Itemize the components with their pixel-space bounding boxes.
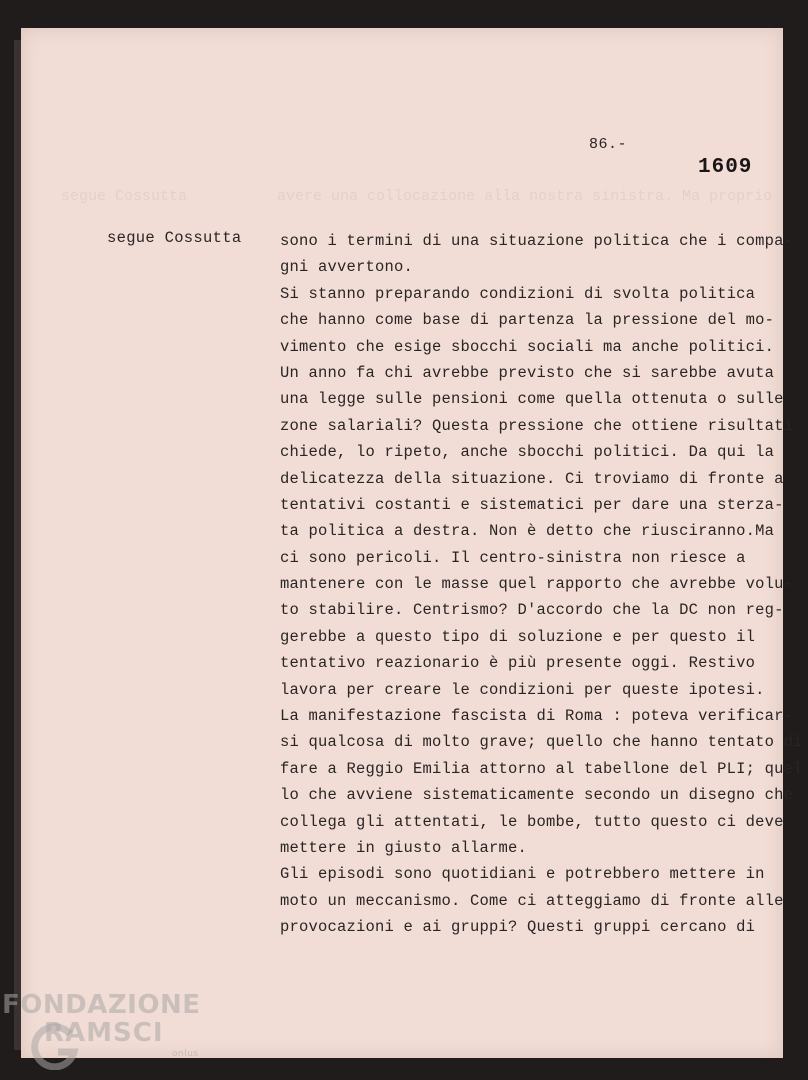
body-line: Gli episodi sono quotidiani e potrebbero mettere in — [280, 865, 765, 884]
body-line: lo che avviene sistematicamente secondo un disegno che — [280, 786, 794, 805]
body-line: ta politica a destra. Non è detto che riusciranno.Ma — [280, 522, 775, 541]
document-page — [21, 28, 803, 1058]
body-line: gerebbe a questo tipo di soluzione e per questo il — [280, 627, 756, 646]
watermark-line2: RAMSCI — [44, 1018, 164, 1048]
body-line: Un anno fa chi avrebbe previsto che si sarebbe avuta — [280, 363, 775, 382]
watermark-line1: FONDAZIONE — [2, 990, 201, 1020]
body-line: che hanno come base di partenza la pressione del mo- — [280, 311, 775, 330]
body-line: una legge sulle pensioni come quella ottenuta o sulle — [280, 390, 784, 409]
body-text — [280, 228, 808, 941]
bleed-through-text: segue Cossutta avere una collocazione alla nostra sinistra. Ma proprio — [61, 188, 773, 205]
page-number: 86.- — [589, 136, 628, 153]
body-line: fare a Reggio Emilia attorno al tabellone del PLI; quel — [280, 759, 803, 778]
archive-stamp-number: 1609 — [698, 156, 753, 179]
body-line: tentativi costanti e sistematici per dare una sterza- — [280, 495, 784, 514]
body-line: to stabilire. Centrismo? D'accordo che la DC non reg- — [280, 601, 784, 620]
body-line: moto un meccanismo. Come ci atteggiamo di fronte alle — [280, 891, 784, 910]
body-line: tentativo reazionario è più presente oggi. Restivo — [280, 654, 756, 673]
body-line: La manifestazione fascista di Roma : poteva verificar- — [280, 707, 794, 726]
body-line: delicatezza della situazione. Ci troviamo di fronte a — [280, 469, 784, 488]
fondazione-gramsci-watermark — [2, 990, 201, 1059]
gramsci-g-logo-icon — [30, 1022, 80, 1070]
body-line: vimento che esige sbocchi sociali ma anche politici. — [280, 337, 775, 356]
body-line: ci sono pericoli. Il centro-sinistra non riesce a — [280, 548, 746, 567]
body-line: collega gli attentati, le bombe, tutto questo ci deve — [280, 812, 784, 831]
watermark-subtitle: onlus — [172, 1049, 199, 1059]
body-line: si qualcosa di molto grave; quello che hanno tentato di — [280, 733, 803, 752]
body-line: mettere in giusto allarme. — [280, 838, 528, 857]
body-line: lavora per creare le condizioni per queste ipotesi. — [280, 680, 765, 699]
body-line: chiede, lo ripeto, anche sbocchi politici. Da qui la — [280, 443, 775, 462]
body-line: mantenere con le masse quel rapporto che avrebbe volu- — [280, 575, 794, 594]
body-line: zone salariali? Questa pressione che ottiene risultati — [280, 416, 794, 435]
body-line: gni avvertono. — [280, 258, 414, 277]
body-line: provocazioni e ai gruppi? Questi gruppi cercano di — [280, 918, 756, 937]
body-line: Si stanno preparando condizioni di svolta politica — [280, 284, 756, 303]
body-line: sono i termini di una situazione politica che i compa- — [280, 232, 794, 250]
speaker-label: segue Cossutta — [107, 229, 242, 247]
